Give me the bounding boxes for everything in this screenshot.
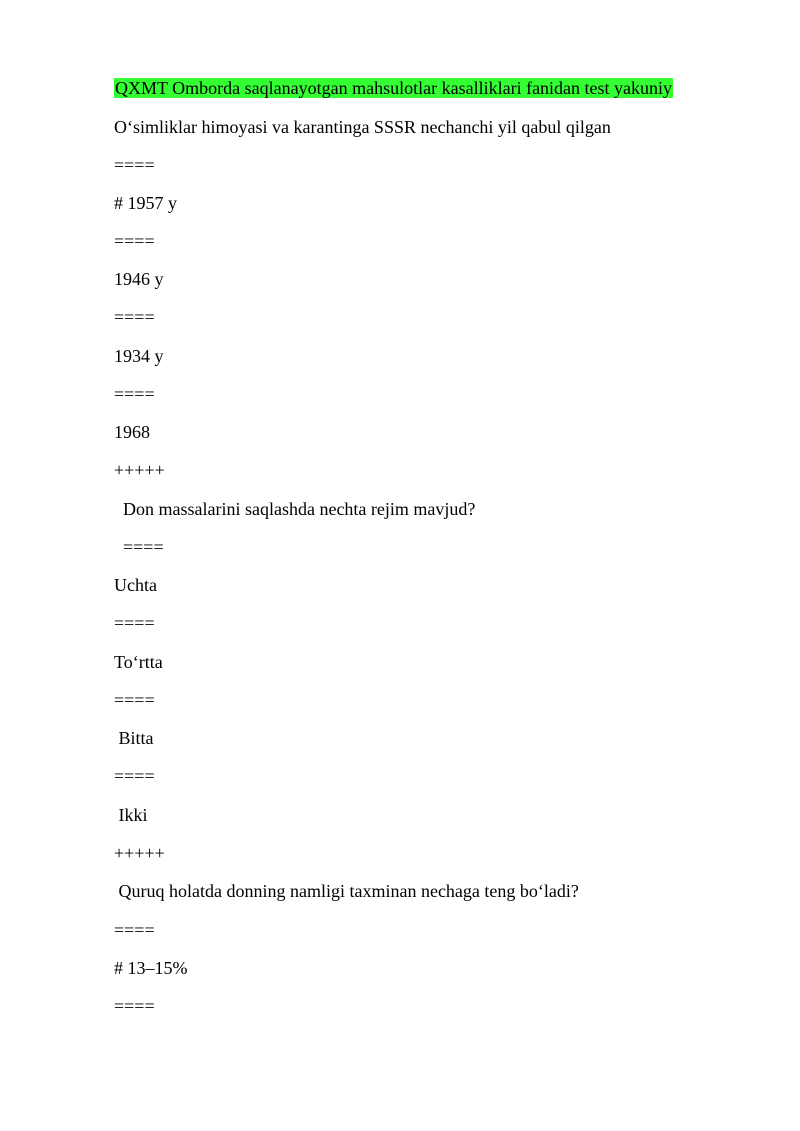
answer-option: 1934 y bbox=[114, 346, 164, 366]
document-title bbox=[114, 77, 673, 99]
question-separator: +++++ bbox=[114, 843, 165, 863]
question-separator: +++++ bbox=[114, 460, 165, 480]
question-1: O‘simliklar himoyasi va karantinga SSSR nechanchi yil qabul qilgan bbox=[114, 117, 611, 137]
answer-option: Bitta bbox=[114, 728, 154, 748]
answer-option: Uchta bbox=[114, 575, 157, 595]
separator: ==== bbox=[114, 384, 155, 404]
question-2: Don massalarini saqlashda nechta rejim mavjud? bbox=[114, 499, 476, 519]
separator: ==== bbox=[114, 537, 164, 557]
answer-option: To‘rtta bbox=[114, 652, 163, 672]
separator: ==== bbox=[114, 155, 155, 175]
answer-option: 1946 y bbox=[114, 269, 164, 289]
separator: ==== bbox=[114, 920, 155, 940]
title-highlight: QXMT Omborda saqlanayotgan mahsulotlar kasalliklari fanidan test yakuniy bbox=[115, 78, 673, 98]
separator: ==== bbox=[114, 307, 155, 327]
separator: ==== bbox=[114, 613, 155, 633]
separator: ==== bbox=[114, 690, 155, 710]
answer-option: Ikki bbox=[114, 805, 148, 825]
answer-correct: # 13–15% bbox=[114, 958, 188, 978]
answer-correct: # 1957 y bbox=[114, 193, 177, 213]
separator: ==== bbox=[114, 996, 155, 1016]
question-3: Quruq holatda donning namligi taxminan nechaga teng bo‘ladi? bbox=[114, 881, 579, 901]
separator: ==== bbox=[114, 231, 155, 251]
separator: ==== bbox=[114, 766, 155, 786]
answer-option: 1968 bbox=[114, 422, 150, 442]
